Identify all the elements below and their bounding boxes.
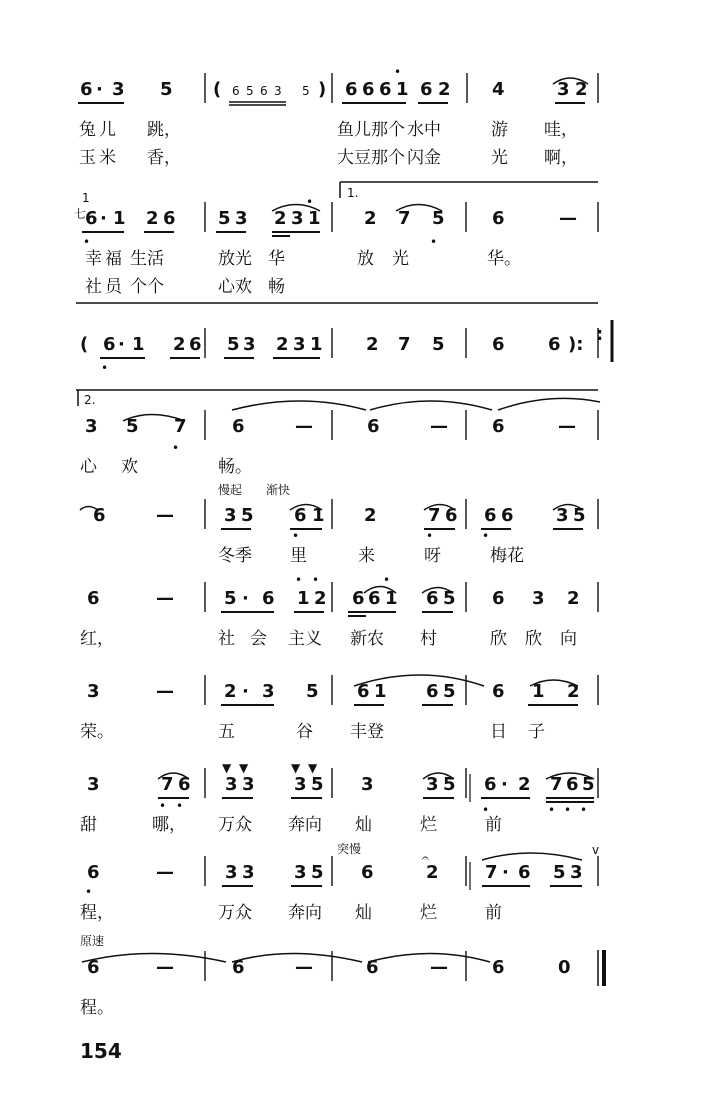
low-octave-dot: • bbox=[482, 529, 490, 543]
score-row bbox=[80, 328, 598, 358]
note: 3 bbox=[262, 681, 275, 702]
note: 2 bbox=[173, 334, 186, 355]
note: 3 bbox=[243, 334, 256, 355]
lyric: 呀 bbox=[424, 546, 441, 566]
score-row bbox=[80, 768, 598, 835]
note: · bbox=[242, 681, 249, 702]
note: 1 bbox=[113, 208, 126, 229]
note: — bbox=[430, 957, 448, 978]
lyric: 心欢 bbox=[218, 277, 252, 297]
score-row bbox=[80, 675, 598, 742]
note: 3 bbox=[294, 862, 307, 883]
note: 6 bbox=[492, 588, 505, 609]
note: 1 bbox=[297, 588, 310, 609]
note: ): bbox=[568, 334, 584, 355]
lyric: 欣 bbox=[490, 629, 507, 649]
note: 6 bbox=[368, 588, 381, 609]
note: 2 bbox=[364, 208, 377, 229]
fermata-mark: 𝄐 bbox=[422, 851, 429, 865]
lyric: 员 bbox=[105, 277, 122, 297]
note: 3 bbox=[85, 416, 98, 437]
lyric: 日 bbox=[490, 722, 507, 742]
note: 3 bbox=[87, 681, 100, 702]
lyric: 闪金 bbox=[407, 148, 441, 168]
note: — bbox=[430, 416, 448, 437]
note: 6 bbox=[492, 957, 505, 978]
lyric: 烂 bbox=[420, 903, 437, 923]
lyric: 华 bbox=[268, 249, 285, 269]
low-octave-dot: • bbox=[101, 361, 109, 375]
note: 2 bbox=[314, 588, 327, 609]
lyric: 新农 bbox=[350, 629, 384, 649]
note: 6 bbox=[163, 208, 176, 229]
accent-mark: ▼ bbox=[222, 761, 232, 775]
lyric: 光 bbox=[392, 249, 409, 269]
note: 6 bbox=[345, 79, 358, 100]
lyric: 甜 bbox=[80, 815, 97, 835]
lyric: 荣。 bbox=[80, 722, 114, 742]
accent-mark: ▼ bbox=[308, 761, 318, 775]
lyric: 放 bbox=[357, 249, 374, 269]
note: 1 bbox=[374, 681, 387, 702]
lyric: 放光 bbox=[218, 249, 252, 269]
note: 3 bbox=[235, 208, 248, 229]
note: 6 bbox=[260, 84, 268, 98]
note: 6 bbox=[87, 862, 100, 883]
note: 6 bbox=[492, 208, 505, 229]
note: 6 bbox=[367, 416, 380, 437]
lyric: 跳， bbox=[147, 120, 181, 140]
lyric: 光 bbox=[491, 148, 508, 168]
note: 1 bbox=[310, 334, 323, 355]
lyric: 丰登 bbox=[350, 722, 384, 742]
lyric: 会 bbox=[250, 629, 267, 649]
lyric: 程， bbox=[80, 903, 114, 923]
note: 5 bbox=[432, 334, 445, 355]
pickup-one: 1 bbox=[82, 191, 90, 205]
note: 7 bbox=[485, 862, 498, 883]
note: 5 bbox=[241, 505, 254, 526]
lyric: 村 bbox=[420, 629, 437, 649]
note: 1 bbox=[385, 588, 398, 609]
lyric: 烂 bbox=[420, 815, 437, 835]
high-octave-dot: • bbox=[383, 573, 391, 587]
note: — bbox=[558, 416, 576, 437]
high-octave-dot: • bbox=[295, 573, 303, 587]
lyric: 子 bbox=[528, 722, 545, 742]
note: 6 bbox=[232, 84, 240, 98]
note: 3 bbox=[294, 774, 307, 795]
lyric: 社 bbox=[218, 629, 235, 649]
lyric: 前 bbox=[485, 815, 502, 835]
lyric: 福 bbox=[105, 249, 122, 269]
lyric: 华。 bbox=[487, 249, 521, 269]
note: 6 bbox=[357, 681, 370, 702]
note: 7 bbox=[174, 416, 187, 437]
tempo-mark: 渐快 bbox=[266, 483, 291, 497]
note: 6 bbox=[426, 588, 439, 609]
low-octave-dot: • bbox=[426, 529, 434, 543]
score-row bbox=[80, 856, 598, 923]
lyric: 谷 bbox=[296, 722, 313, 742]
lyric: 奔向 bbox=[288, 815, 322, 835]
note: 1 bbox=[312, 505, 325, 526]
note: 5 bbox=[443, 588, 456, 609]
tempo-mark: 原速 bbox=[80, 934, 105, 948]
note: 2 bbox=[276, 334, 289, 355]
lyric: 大豆那个 bbox=[337, 148, 405, 168]
lyric: 里 bbox=[290, 546, 307, 566]
low-octave-dot: • bbox=[85, 885, 93, 899]
note: — bbox=[156, 505, 174, 526]
note: ) bbox=[318, 79, 327, 100]
note: 2 bbox=[364, 505, 377, 526]
note: 5 bbox=[227, 334, 240, 355]
note: 0 bbox=[558, 957, 571, 978]
note: · bbox=[501, 774, 508, 795]
score-row bbox=[80, 410, 598, 477]
lyric: 香， bbox=[147, 148, 181, 168]
low-octave-dot: • bbox=[172, 441, 180, 455]
note: 5 bbox=[218, 208, 231, 229]
lyric: 五 bbox=[218, 722, 235, 742]
note: 5 bbox=[160, 79, 173, 100]
note: 5 bbox=[246, 84, 254, 98]
lyric: 万众 bbox=[218, 903, 252, 923]
note: · bbox=[96, 79, 103, 100]
note: 6 bbox=[103, 334, 116, 355]
pickup-seven: 七 bbox=[74, 207, 87, 221]
lyric: 哇， bbox=[544, 120, 578, 140]
lyric: 灿 bbox=[355, 903, 372, 923]
note: 5 bbox=[573, 505, 586, 526]
low-octave-dot: • bbox=[430, 235, 438, 249]
note: 2 bbox=[518, 774, 531, 795]
lyric: 奔向 bbox=[288, 903, 322, 923]
lyric: 前 bbox=[485, 903, 502, 923]
note: 6 bbox=[352, 588, 365, 609]
note: 3 bbox=[570, 862, 583, 883]
note: 6 bbox=[87, 588, 100, 609]
note: 6 bbox=[420, 79, 433, 100]
lyric: 向 bbox=[560, 629, 577, 649]
lyric: 水中 bbox=[407, 120, 441, 140]
lyric: 啊， bbox=[544, 148, 578, 168]
note: 3 bbox=[225, 774, 238, 795]
note: 6 bbox=[518, 862, 531, 883]
high-octave-dot: • bbox=[306, 195, 314, 209]
lyric: 畅。 bbox=[218, 457, 252, 477]
note: — bbox=[156, 588, 174, 609]
note: 6 bbox=[484, 505, 497, 526]
score-row bbox=[79, 73, 598, 168]
note: 1 bbox=[308, 208, 321, 229]
low-octave-dot: • bbox=[482, 803, 490, 817]
note: 6 bbox=[189, 334, 202, 355]
note: 6 bbox=[85, 208, 98, 229]
lyric: 个个 bbox=[130, 277, 164, 297]
note: 2 bbox=[274, 208, 287, 229]
volta-1-label: 1. bbox=[347, 186, 359, 200]
accent-mark: ▼ bbox=[239, 761, 249, 775]
accent-mark: ▼ bbox=[291, 761, 301, 775]
note: ( bbox=[80, 334, 89, 355]
note: — bbox=[295, 957, 313, 978]
note: 3 bbox=[557, 79, 570, 100]
note: — bbox=[295, 416, 313, 437]
note: 7 bbox=[428, 505, 441, 526]
lyric: 主义 bbox=[288, 629, 322, 649]
note: 6 bbox=[426, 681, 439, 702]
lyric: 生活 bbox=[130, 249, 164, 269]
low-octave-dot: • bbox=[83, 235, 91, 249]
note: 7 bbox=[550, 774, 563, 795]
note: 6 bbox=[445, 505, 458, 526]
lyric: 哪， bbox=[152, 815, 186, 835]
note: 2 bbox=[567, 588, 580, 609]
lyric: 梅花 bbox=[490, 546, 524, 566]
note: 6 bbox=[294, 505, 307, 526]
note: 3 bbox=[293, 334, 306, 355]
high-octave-dot: • bbox=[394, 65, 402, 79]
note: 2 bbox=[224, 681, 237, 702]
lyric: 红， bbox=[80, 629, 114, 649]
note: · bbox=[118, 334, 125, 355]
note: 3 bbox=[225, 862, 238, 883]
note: · bbox=[100, 208, 107, 229]
repeat-dots: : bbox=[596, 324, 604, 345]
lyric: 游 bbox=[491, 120, 508, 140]
score-row bbox=[93, 499, 598, 566]
lyric: 米 bbox=[99, 148, 116, 168]
note: 3 bbox=[87, 774, 100, 795]
score-row bbox=[80, 951, 571, 1018]
lyric: 来 bbox=[358, 546, 375, 566]
note: 3 bbox=[291, 208, 304, 229]
score-row bbox=[80, 582, 598, 649]
note: 5 bbox=[126, 416, 139, 437]
note: 3 bbox=[274, 84, 282, 98]
note: 2 bbox=[146, 208, 159, 229]
note: 6 bbox=[484, 774, 497, 795]
note: 5 bbox=[224, 588, 237, 609]
tempo-mark: 慢起 bbox=[218, 483, 243, 497]
note: 6 bbox=[178, 774, 191, 795]
lyric: 万众 bbox=[218, 815, 252, 835]
lyric: 鱼儿那个 bbox=[337, 120, 405, 140]
note: 1 bbox=[132, 334, 145, 355]
note: · bbox=[242, 588, 249, 609]
note: ( bbox=[213, 79, 222, 100]
lyric: 欢 bbox=[121, 457, 138, 477]
note: 3 bbox=[426, 774, 439, 795]
note: 5 bbox=[432, 208, 445, 229]
note: 3 bbox=[112, 79, 125, 100]
note: — bbox=[156, 862, 174, 883]
low-octave-dot: • bbox=[564, 803, 572, 817]
lyric: 欣 bbox=[525, 629, 542, 649]
note: 5 bbox=[311, 774, 324, 795]
breath-mark: v bbox=[592, 843, 600, 857]
high-octave-dot: • bbox=[312, 573, 320, 587]
note: 6 bbox=[232, 416, 245, 437]
note: 5 bbox=[582, 774, 595, 795]
note: 6 bbox=[362, 79, 375, 100]
low-octave-dot: • bbox=[159, 799, 167, 813]
note: 6 bbox=[262, 588, 275, 609]
lyric: 程。 bbox=[80, 998, 114, 1018]
note: — bbox=[156, 681, 174, 702]
note: 6 bbox=[93, 505, 106, 526]
note: 6 bbox=[87, 957, 100, 978]
note: 5 bbox=[311, 862, 324, 883]
volta-2-label: 2. bbox=[84, 393, 96, 407]
note: 5 bbox=[306, 681, 319, 702]
note: 3 bbox=[361, 774, 374, 795]
lyric: 心 bbox=[80, 457, 97, 477]
note: 6 bbox=[501, 505, 514, 526]
note: 3 bbox=[556, 505, 569, 526]
lyric: 灿 bbox=[355, 815, 372, 835]
note: 2 bbox=[567, 681, 580, 702]
low-octave-dot: • bbox=[548, 803, 556, 817]
lyric: 冬季 bbox=[218, 546, 252, 566]
note: 6 bbox=[492, 416, 505, 437]
note: 6 bbox=[361, 862, 374, 883]
note: 5 bbox=[302, 84, 310, 98]
note: 6 bbox=[232, 957, 245, 978]
lyric: 儿 bbox=[99, 120, 116, 140]
note: 3 bbox=[532, 588, 545, 609]
note: 3 bbox=[242, 862, 255, 883]
note: 6 bbox=[492, 681, 505, 702]
note: 5 bbox=[553, 862, 566, 883]
lyric: 畅 bbox=[268, 277, 285, 297]
lyric: 兔 bbox=[79, 120, 96, 140]
low-octave-dot: • bbox=[176, 799, 184, 813]
note: 3 bbox=[224, 505, 237, 526]
note: 6 bbox=[492, 334, 505, 355]
note: 5 bbox=[443, 681, 456, 702]
note: 7 bbox=[398, 334, 411, 355]
score-rows bbox=[79, 73, 598, 1018]
low-octave-dot: • bbox=[580, 803, 588, 817]
note: 6 bbox=[80, 79, 93, 100]
note: 1 bbox=[396, 79, 409, 100]
note: 2 bbox=[575, 79, 588, 100]
tempo-mark: 突慢 bbox=[337, 842, 362, 856]
note: · bbox=[502, 862, 509, 883]
note: 6 bbox=[379, 79, 392, 100]
note: 3 bbox=[242, 774, 255, 795]
lyric: 幸 bbox=[85, 249, 102, 269]
note: 4 bbox=[492, 79, 505, 100]
page-number: 154 bbox=[80, 1039, 122, 1063]
note: — bbox=[559, 208, 577, 229]
score-row bbox=[85, 202, 598, 297]
lyric: 社 bbox=[85, 277, 102, 297]
note: 2 bbox=[438, 79, 451, 100]
low-octave-dot: • bbox=[292, 529, 300, 543]
note: 6 bbox=[548, 334, 561, 355]
note: 6 bbox=[566, 774, 579, 795]
note: 6 bbox=[366, 957, 379, 978]
lyric: 玉 bbox=[79, 148, 96, 168]
note: 5 bbox=[443, 774, 456, 795]
note: 7 bbox=[398, 208, 411, 229]
note: 1 bbox=[532, 681, 545, 702]
note: 7 bbox=[161, 774, 174, 795]
note: 2 bbox=[426, 862, 439, 883]
note: 2 bbox=[366, 334, 379, 355]
note: — bbox=[156, 957, 174, 978]
